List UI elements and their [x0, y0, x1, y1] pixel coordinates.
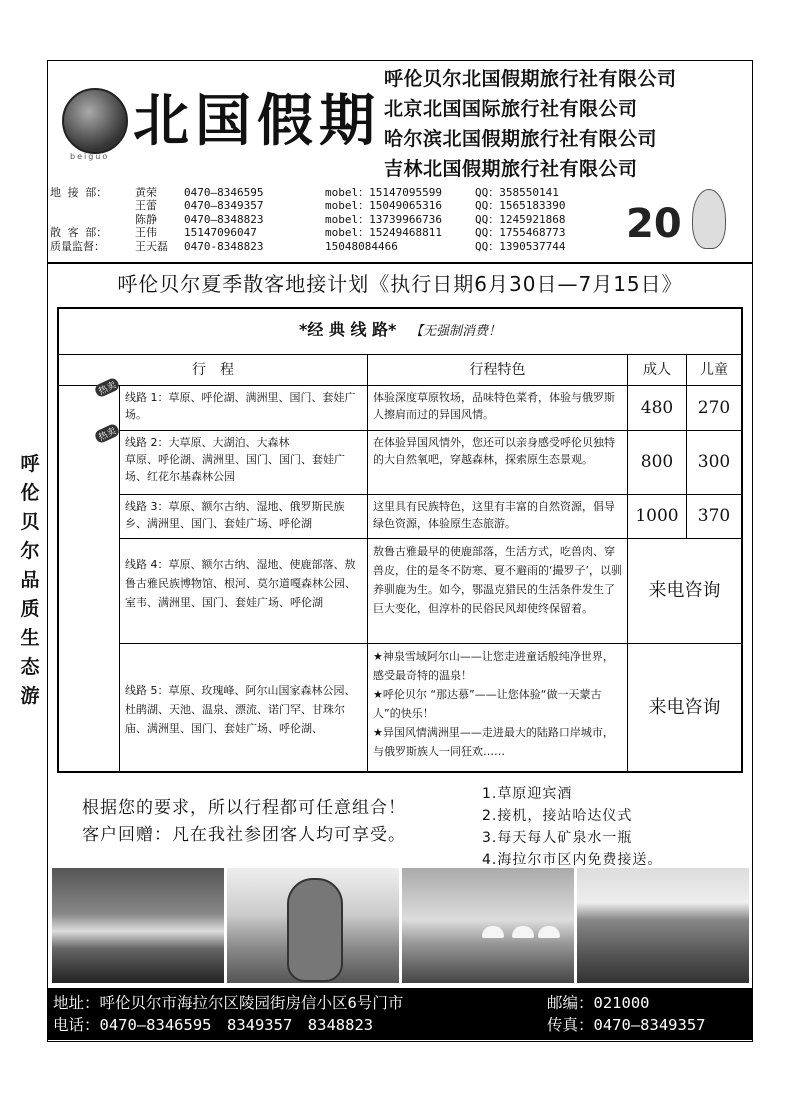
consult-label: 来电咨询: [648, 580, 721, 601]
contact-qq: QQ：1755468773: [475, 226, 566, 240]
contact-qq: QQ：1565183390: [475, 199, 566, 213]
perk-item: 1.草原迎宾酒: [482, 786, 573, 802]
footer-address: 地址：呼伦贝尔市海拉尔区陵园街房信小区6号门市: [53, 994, 404, 1012]
side-char: 呼: [20, 453, 40, 475]
route-table: [57, 307, 743, 773]
contact-qq: QQ：1245921868: [475, 212, 566, 226]
company-name: 吉林北国假期旅行社有限公司: [384, 158, 638, 180]
feature-cell: 敖鲁古雅最早的使鹿部落，生活方式，吃兽肉、穿兽皮，住的是冬不防寒、夏不避雨的‘撮罗子’，以驯养驯鹿为生。如今，鄂温克猎民的生活条件发生了巨大变化，但淳朴的民俗民风却使终保留着。: [373, 545, 622, 615]
matryoshka-doll-icon: [287, 878, 343, 982]
yurt-icon: [482, 926, 504, 938]
photo-matryoshka-dancers: [227, 868, 399, 983]
rabbit-icon: [692, 189, 726, 249]
child-price: 300: [697, 452, 731, 472]
caption-text: *经 典 线 路*: [298, 320, 397, 339]
contact-name: 王蕾: [135, 199, 157, 213]
photo-grassland-sky: [52, 868, 224, 983]
table-caption: [59, 317, 741, 340]
side-char: 态: [20, 656, 40, 678]
contact-name: 黄荣: [135, 186, 157, 199]
custom-line: 根据您的要求，所以行程都可任意组合！: [82, 798, 406, 818]
contact-tel: 0470—8349357: [184, 199, 264, 213]
contact-tel: 15147096047: [184, 226, 257, 240]
side-label: [18, 450, 42, 711]
feature-cell: 在体验异国风情外，您还可以亲身感受呼伦贝独特的大自然氧吧，穿越森林，探索原生态景观。: [373, 436, 615, 466]
yurt-icon: [512, 926, 534, 938]
contact-tel: 0470—8348823: [184, 212, 264, 226]
route-cell: 线路 4：草原、额尔古纳、湿地、使鹿部落、敖鲁古雅民族博物馆、根河、莫尔道嘎森林公园、室韦、满洲里、国门、套娃广场、呼伦湖: [125, 558, 356, 609]
header-feature: 行程特色: [469, 362, 526, 378]
adult-price: 480: [640, 398, 674, 418]
yurt-icon: [538, 926, 560, 938]
contact-qq: QQ：358550141: [475, 186, 559, 199]
feature-cell: 体验深度草原牧场，品味特色菜肴，体验与俄罗斯人擦肩而过的异国风情。: [373, 391, 615, 421]
plan-title: 呼伦贝尔夏季散客地接计划《执行日期6月30日—7月15日》: [117, 272, 683, 296]
contact-mobile: mobel：13739966736: [325, 212, 442, 226]
year-text: 20: [626, 201, 682, 247]
side-char: 品: [20, 569, 40, 591]
company-name: 哈尔滨北国假期旅行社有限公司: [384, 128, 658, 150]
footer-fax: 传真：0470—8349357: [547, 1016, 706, 1034]
photo-grazing-herd: [577, 868, 749, 983]
contact-mobile: 15048084466: [325, 239, 398, 253]
side-char: 游: [20, 685, 40, 707]
route-cell: 线路 2：大草原、大湖泊、大森林 草原、呼伦湖、满洲里、国门、国门、套娃广场、红花尔基森林公园: [125, 436, 345, 483]
route-cell: 线路 3：草原、额尔古纳、湿地、俄罗斯民族乡、满洲里、国门、套娃广场、呼伦湖: [125, 500, 345, 530]
company-name: 呼伦贝尔北国假期旅行社有限公司: [384, 68, 677, 90]
perk-item: 4.海拉尔市区内免费接送。: [482, 852, 663, 868]
header-route: 行 程: [192, 362, 234, 378]
header-child: 儿童: [700, 362, 728, 378]
footer-postcode: 邮编：021000: [547, 994, 650, 1012]
side-char: 生: [20, 627, 40, 649]
child-price: 370: [697, 506, 731, 526]
photo-strip: [52, 868, 748, 983]
side-char: 伦: [20, 482, 40, 504]
footer-bar: [47, 988, 753, 1040]
feature-cell: 这里具有民族特色，这里有丰富的自然资源，倡导绿色资源，体验原生态旅游。: [373, 500, 615, 530]
adult-price: 1000: [635, 506, 679, 526]
hot-tag: 热卖: [93, 423, 120, 445]
contact-mobile: mobel：15049065316: [325, 199, 442, 213]
custom-line: 客户回赠：凡在我社参团客人均可享受。: [82, 825, 406, 845]
perks-list: [482, 783, 662, 871]
side-char: 贝: [20, 511, 40, 533]
child-price: 270: [697, 398, 731, 418]
adult-price: 800: [640, 452, 674, 472]
side-char: 质: [20, 598, 40, 620]
header-divider: [47, 262, 753, 264]
contact-mobile: mobel：15147095599: [325, 186, 442, 199]
feature-cell: ★神泉雪域阿尔山——让您走进童话般纯净世界，感受最奇特的温泉！ ★呼伦贝尔 “那达慕”——让您体验“做一天蒙古人”的快乐！ ★异国风情满洲里——走进最大的陆路口岸城市，与俄罗斯族人一同狂欢……: [373, 650, 614, 758]
contact-role: 地 接 部：: [50, 186, 108, 199]
perk-item: 2.接机，接站哈达仪式: [482, 808, 633, 824]
contact-mobile: mobel：15249468811: [325, 226, 442, 240]
brand-title: 北国假期: [133, 88, 381, 154]
route-cell: 线路 5：草原、玫瑰峰、阿尔山国家森林公园、杜鹃湖、天池、温泉、漂流、诺门罕、甘珠尔庙、满洲里、国门、套娃广场、呼伦湖、: [125, 684, 356, 735]
contact-role: 质量监督：: [50, 239, 105, 253]
contact-tel: 0470—8346595: [184, 186, 264, 199]
contact-name: 王天磊: [135, 239, 168, 253]
consult-label: 来电咨询: [648, 697, 721, 718]
globe-logo-icon: [62, 88, 128, 154]
logo-subtitle: beiguo: [70, 152, 110, 161]
contact-qq: QQ：1390537744: [475, 239, 566, 253]
custom-notes: [82, 795, 406, 849]
year-rabbit-illustration: [622, 185, 732, 255]
caption-note: 【无强制消费！: [410, 324, 502, 339]
header-adult: 成人: [643, 362, 671, 378]
contact-name: 王伟: [135, 226, 157, 240]
company-name: 北京北国国际旅行社有限公司: [384, 98, 638, 120]
photo-yurt-camp: [402, 868, 574, 983]
company-list: [384, 64, 750, 184]
contact-tel: 0470-8348823: [184, 239, 264, 253]
contact-role: 散 客 部：: [50, 226, 108, 240]
footer-phone: 电话：0470—8346595 8349357 8348823: [53, 1016, 374, 1034]
side-char: 尔: [20, 540, 40, 562]
route-cell: 线路 1：草原、呼伦湖、满洲里、国门、套娃广场。: [125, 391, 356, 421]
hot-tag: 热卖: [93, 377, 120, 399]
perk-item: 3.每天每人矿泉水一瓶: [482, 830, 633, 846]
contact-name: 陈静: [135, 212, 157, 226]
